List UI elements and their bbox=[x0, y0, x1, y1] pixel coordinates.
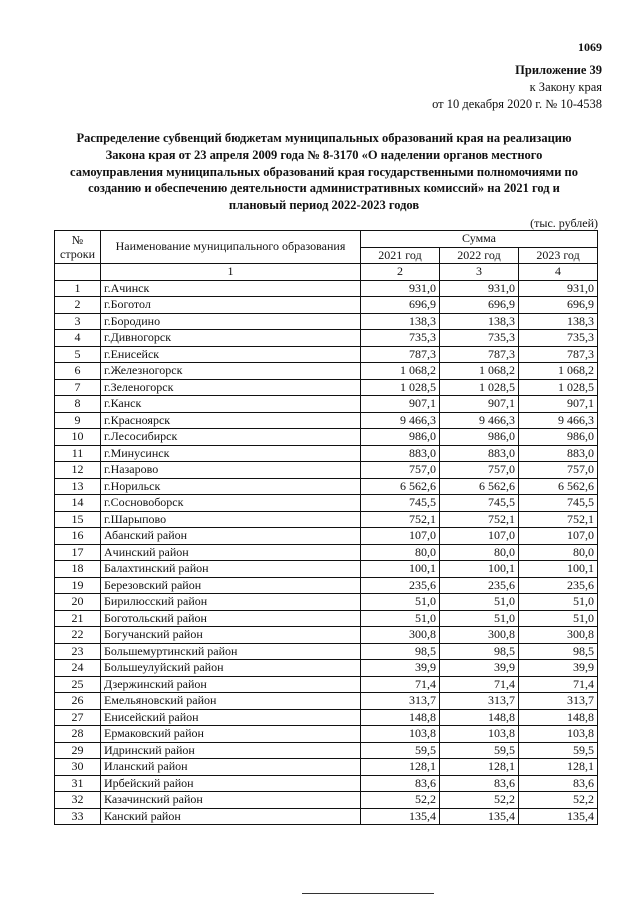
row-number: 26 bbox=[55, 693, 101, 710]
value-2021: 986,0 bbox=[361, 429, 440, 446]
value-2023: 313,7 bbox=[519, 693, 598, 710]
row-number: 20 bbox=[55, 594, 101, 611]
value-2022: 51,0 bbox=[440, 610, 519, 627]
title-line: Распределение субвенций бюджетам муниципальных образований края на реализацию bbox=[76, 131, 572, 145]
value-2023: 51,0 bbox=[519, 610, 598, 627]
value-2023: 1 028,5 bbox=[519, 379, 598, 396]
row-number: 17 bbox=[55, 544, 101, 561]
value-2021: 51,0 bbox=[361, 594, 440, 611]
table-row bbox=[55, 627, 598, 644]
value-2022: 51,0 bbox=[440, 594, 519, 611]
value-2021: 735,3 bbox=[361, 330, 440, 347]
value-2023: 59,5 bbox=[519, 742, 598, 759]
row-number: 12 bbox=[55, 462, 101, 479]
row-number: 9 bbox=[55, 412, 101, 429]
municipality-name: Ачинский район bbox=[101, 544, 361, 561]
value-2023: 6 562,6 bbox=[519, 478, 598, 495]
value-2023: 148,8 bbox=[519, 709, 598, 726]
value-2021: 6 562,6 bbox=[361, 478, 440, 495]
municipality-name: Енисейский район bbox=[101, 709, 361, 726]
municipality-name: г.Дивногорск bbox=[101, 330, 361, 347]
value-2021: 883,0 bbox=[361, 445, 440, 462]
table-row bbox=[55, 445, 598, 462]
municipality-name: Бирилюсский район bbox=[101, 594, 361, 611]
row-number: 15 bbox=[55, 511, 101, 528]
value-2023: 986,0 bbox=[519, 429, 598, 446]
municipality-name: Большеулуйский район bbox=[101, 660, 361, 677]
header-colnum-3: 3 bbox=[440, 264, 519, 281]
row-number: 11 bbox=[55, 445, 101, 462]
title-line: плановый период 2022-2023 годов bbox=[228, 198, 420, 213]
header-municipality: Наименование муниципального образования bbox=[101, 231, 361, 264]
value-2021: 1 028,5 bbox=[361, 379, 440, 396]
value-2022: 752,1 bbox=[440, 511, 519, 528]
value-2021: 313,7 bbox=[361, 693, 440, 710]
municipality-name: г.Зеленогорск bbox=[101, 379, 361, 396]
table-row bbox=[55, 759, 598, 776]
municipality-name: г.Минусинск bbox=[101, 445, 361, 462]
value-2023: 71,4 bbox=[519, 676, 598, 693]
row-number: 23 bbox=[55, 643, 101, 660]
municipality-name: Дзержинский район bbox=[101, 676, 361, 693]
row-number: 13 bbox=[55, 478, 101, 495]
value-2023: 752,1 bbox=[519, 511, 598, 528]
value-2023: 757,0 bbox=[519, 462, 598, 479]
subsidy-table bbox=[54, 230, 598, 825]
value-2021: 745,5 bbox=[361, 495, 440, 512]
title-line: созданию и обеспечению деятельности административных комиссий» на 2021 год и bbox=[88, 181, 560, 196]
row-number: 1 bbox=[55, 280, 101, 297]
value-2023: 39,9 bbox=[519, 660, 598, 677]
municipality-name: г.Назарово bbox=[101, 462, 361, 479]
municipality-name: г.Шарыпово bbox=[101, 511, 361, 528]
table-row bbox=[55, 742, 598, 759]
table-row bbox=[55, 610, 598, 627]
value-2023: 80,0 bbox=[519, 544, 598, 561]
value-2023: 745,5 bbox=[519, 495, 598, 512]
value-2022: 313,7 bbox=[440, 693, 519, 710]
header-num-symbol: № bbox=[71, 233, 84, 247]
value-2022: 787,3 bbox=[440, 346, 519, 363]
value-2021: 100,1 bbox=[361, 561, 440, 578]
units-label: (тыс. рублей) bbox=[530, 216, 598, 230]
value-2023: 107,0 bbox=[519, 528, 598, 545]
table-row bbox=[55, 346, 598, 363]
header-year-2023: 2023 год bbox=[519, 247, 598, 264]
row-number: 18 bbox=[55, 561, 101, 578]
value-2023: 100,1 bbox=[519, 561, 598, 578]
table-row bbox=[55, 478, 598, 495]
municipality-name: г.Бородино bbox=[101, 313, 361, 330]
value-2021: 138,3 bbox=[361, 313, 440, 330]
municipality-name: Казачинский район bbox=[101, 792, 361, 809]
municipality-name: г.Канск bbox=[101, 396, 361, 413]
table-row bbox=[55, 396, 598, 413]
table-row bbox=[55, 330, 598, 347]
table-row bbox=[55, 528, 598, 545]
value-2022: 39,9 bbox=[440, 660, 519, 677]
municipality-name: Емельяновский район bbox=[101, 693, 361, 710]
header-row-number bbox=[55, 231, 101, 264]
value-2021: 103,8 bbox=[361, 726, 440, 743]
value-2022: 52,2 bbox=[440, 792, 519, 809]
municipality-name: Идринский район bbox=[101, 742, 361, 759]
value-2021: 931,0 bbox=[361, 280, 440, 297]
value-2022: 931,0 bbox=[440, 280, 519, 297]
table-row bbox=[55, 643, 598, 660]
table-row bbox=[55, 412, 598, 429]
table-row bbox=[55, 544, 598, 561]
value-2022: 148,8 bbox=[440, 709, 519, 726]
row-number: 33 bbox=[55, 808, 101, 825]
value-2022: 71,4 bbox=[440, 676, 519, 693]
value-2021: 1 068,2 bbox=[361, 363, 440, 380]
row-number: 2 bbox=[55, 297, 101, 314]
municipality-name: г.Железногорск bbox=[101, 363, 361, 380]
row-number: 24 bbox=[55, 660, 101, 677]
municipality-name: г.Сосновоборск bbox=[101, 495, 361, 512]
row-number: 29 bbox=[55, 742, 101, 759]
appendix-title: Приложение 39 bbox=[515, 63, 602, 77]
value-2022: 883,0 bbox=[440, 445, 519, 462]
value-2022: 1 068,2 bbox=[440, 363, 519, 380]
table-row bbox=[55, 808, 598, 825]
value-2021: 83,6 bbox=[361, 775, 440, 792]
municipality-name: Иланский район bbox=[101, 759, 361, 776]
value-2021: 135,4 bbox=[361, 808, 440, 825]
value-2021: 107,0 bbox=[361, 528, 440, 545]
value-2022: 59,5 bbox=[440, 742, 519, 759]
value-2022: 986,0 bbox=[440, 429, 519, 446]
row-number: 16 bbox=[55, 528, 101, 545]
appendix-block bbox=[432, 62, 602, 113]
row-number: 4 bbox=[55, 330, 101, 347]
row-number: 3 bbox=[55, 313, 101, 330]
value-2022: 735,3 bbox=[440, 330, 519, 347]
value-2021: 787,3 bbox=[361, 346, 440, 363]
value-2023: 1 068,2 bbox=[519, 363, 598, 380]
value-2023: 300,8 bbox=[519, 627, 598, 644]
table-row bbox=[55, 660, 598, 677]
value-2022: 107,0 bbox=[440, 528, 519, 545]
table-row bbox=[55, 726, 598, 743]
header-year-2022: 2022 год bbox=[440, 247, 519, 264]
value-2022: 907,1 bbox=[440, 396, 519, 413]
value-2022: 1 028,5 bbox=[440, 379, 519, 396]
table-row bbox=[55, 577, 598, 594]
value-2022: 98,5 bbox=[440, 643, 519, 660]
value-2023: 83,6 bbox=[519, 775, 598, 792]
municipality-name: г.Боготол bbox=[101, 297, 361, 314]
municipality-name: Большемуртинский район bbox=[101, 643, 361, 660]
title-line: самоуправления муниципальных образований края государственными полномочиями по bbox=[70, 164, 578, 179]
value-2022: 696,9 bbox=[440, 297, 519, 314]
value-2023: 52,2 bbox=[519, 792, 598, 809]
value-2023: 787,3 bbox=[519, 346, 598, 363]
value-2021: 52,2 bbox=[361, 792, 440, 809]
header-colnum-2: 2 bbox=[361, 264, 440, 281]
municipality-name: Канский район bbox=[101, 808, 361, 825]
table-row bbox=[55, 462, 598, 479]
header-colnum-1: 1 bbox=[101, 264, 361, 281]
municipality-name: Боготольский район bbox=[101, 610, 361, 627]
value-2022: 80,0 bbox=[440, 544, 519, 561]
table-row bbox=[55, 676, 598, 693]
value-2022: 135,4 bbox=[440, 808, 519, 825]
value-2023: 907,1 bbox=[519, 396, 598, 413]
municipality-name: Балахтинский район bbox=[101, 561, 361, 578]
table-row bbox=[55, 429, 598, 446]
row-number: 19 bbox=[55, 577, 101, 594]
value-2023: 9 466,3 bbox=[519, 412, 598, 429]
table-row bbox=[55, 792, 598, 809]
value-2022: 235,6 bbox=[440, 577, 519, 594]
table-body bbox=[55, 280, 598, 825]
table-row bbox=[55, 495, 598, 512]
value-2022: 138,3 bbox=[440, 313, 519, 330]
footer-rule bbox=[302, 893, 434, 894]
appendix-law-date: от 10 декабря 2020 г. № 10-4538 bbox=[432, 97, 602, 111]
municipality-name: Березовский район bbox=[101, 577, 361, 594]
value-2021: 907,1 bbox=[361, 396, 440, 413]
table-row bbox=[55, 363, 598, 380]
value-2021: 98,5 bbox=[361, 643, 440, 660]
value-2021: 235,6 bbox=[361, 577, 440, 594]
value-2023: 98,5 bbox=[519, 643, 598, 660]
value-2023: 138,3 bbox=[519, 313, 598, 330]
row-number: 6 bbox=[55, 363, 101, 380]
value-2022: 100,1 bbox=[440, 561, 519, 578]
row-number: 28 bbox=[55, 726, 101, 743]
municipality-name: г.Ачинск bbox=[101, 280, 361, 297]
value-2021: 752,1 bbox=[361, 511, 440, 528]
row-number: 5 bbox=[55, 346, 101, 363]
row-number: 30 bbox=[55, 759, 101, 776]
value-2022: 83,6 bbox=[440, 775, 519, 792]
row-number: 14 bbox=[55, 495, 101, 512]
value-2022: 128,1 bbox=[440, 759, 519, 776]
municipality-name: Ирбейский район bbox=[101, 775, 361, 792]
header-num-label: строки bbox=[60, 247, 95, 261]
header-year-2021: 2021 год bbox=[361, 247, 440, 264]
table-row bbox=[55, 561, 598, 578]
value-2023: 135,4 bbox=[519, 808, 598, 825]
value-2023: 931,0 bbox=[519, 280, 598, 297]
row-number: 10 bbox=[55, 429, 101, 446]
header-colnum-blank bbox=[55, 264, 101, 281]
row-number: 27 bbox=[55, 709, 101, 726]
value-2021: 51,0 bbox=[361, 610, 440, 627]
value-2021: 9 466,3 bbox=[361, 412, 440, 429]
municipality-name: г.Красноярск bbox=[101, 412, 361, 429]
value-2023: 128,1 bbox=[519, 759, 598, 776]
row-number: 8 bbox=[55, 396, 101, 413]
row-number: 31 bbox=[55, 775, 101, 792]
table-row bbox=[55, 379, 598, 396]
row-number: 32 bbox=[55, 792, 101, 809]
value-2022: 9 466,3 bbox=[440, 412, 519, 429]
row-number: 25 bbox=[55, 676, 101, 693]
row-number: 22 bbox=[55, 627, 101, 644]
value-2021: 80,0 bbox=[361, 544, 440, 561]
value-2023: 103,8 bbox=[519, 726, 598, 743]
value-2023: 235,6 bbox=[519, 577, 598, 594]
table-row bbox=[55, 313, 598, 330]
municipality-name: Ермаковский район bbox=[101, 726, 361, 743]
table-row bbox=[55, 775, 598, 792]
title-line: Закона края от 23 апреля 2009 года № 8-3170 «О наделении органов местного bbox=[105, 147, 543, 162]
header-sum: Сумма bbox=[361, 231, 598, 248]
table-row bbox=[55, 511, 598, 528]
header-colnum-4: 4 bbox=[519, 264, 598, 281]
value-2023: 696,9 bbox=[519, 297, 598, 314]
municipality-name: Абанский район bbox=[101, 528, 361, 545]
value-2021: 59,5 bbox=[361, 742, 440, 759]
row-number: 7 bbox=[55, 379, 101, 396]
municipality-name: Богучанский район bbox=[101, 627, 361, 644]
value-2022: 6 562,6 bbox=[440, 478, 519, 495]
table-row bbox=[55, 693, 598, 710]
value-2021: 757,0 bbox=[361, 462, 440, 479]
table-row bbox=[55, 280, 598, 297]
value-2022: 757,0 bbox=[440, 462, 519, 479]
municipality-name: г.Норильск bbox=[101, 478, 361, 495]
municipality-name: г.Енисейск bbox=[101, 346, 361, 363]
value-2022: 745,5 bbox=[440, 495, 519, 512]
municipality-name: г.Лесосибирск bbox=[101, 429, 361, 446]
value-2021: 148,8 bbox=[361, 709, 440, 726]
value-2022: 300,8 bbox=[440, 627, 519, 644]
value-2021: 39,9 bbox=[361, 660, 440, 677]
appendix-law-ref: к Закону края bbox=[529, 80, 602, 94]
row-number: 21 bbox=[55, 610, 101, 627]
page-number: 1069 bbox=[578, 40, 602, 54]
table-row bbox=[55, 594, 598, 611]
value-2021: 128,1 bbox=[361, 759, 440, 776]
table-row bbox=[55, 297, 598, 314]
value-2023: 735,3 bbox=[519, 330, 598, 347]
value-2022: 103,8 bbox=[440, 726, 519, 743]
value-2023: 51,0 bbox=[519, 594, 598, 611]
document-title bbox=[60, 130, 588, 214]
value-2021: 71,4 bbox=[361, 676, 440, 693]
value-2023: 883,0 bbox=[519, 445, 598, 462]
table-row bbox=[55, 709, 598, 726]
value-2021: 696,9 bbox=[361, 297, 440, 314]
value-2021: 300,8 bbox=[361, 627, 440, 644]
